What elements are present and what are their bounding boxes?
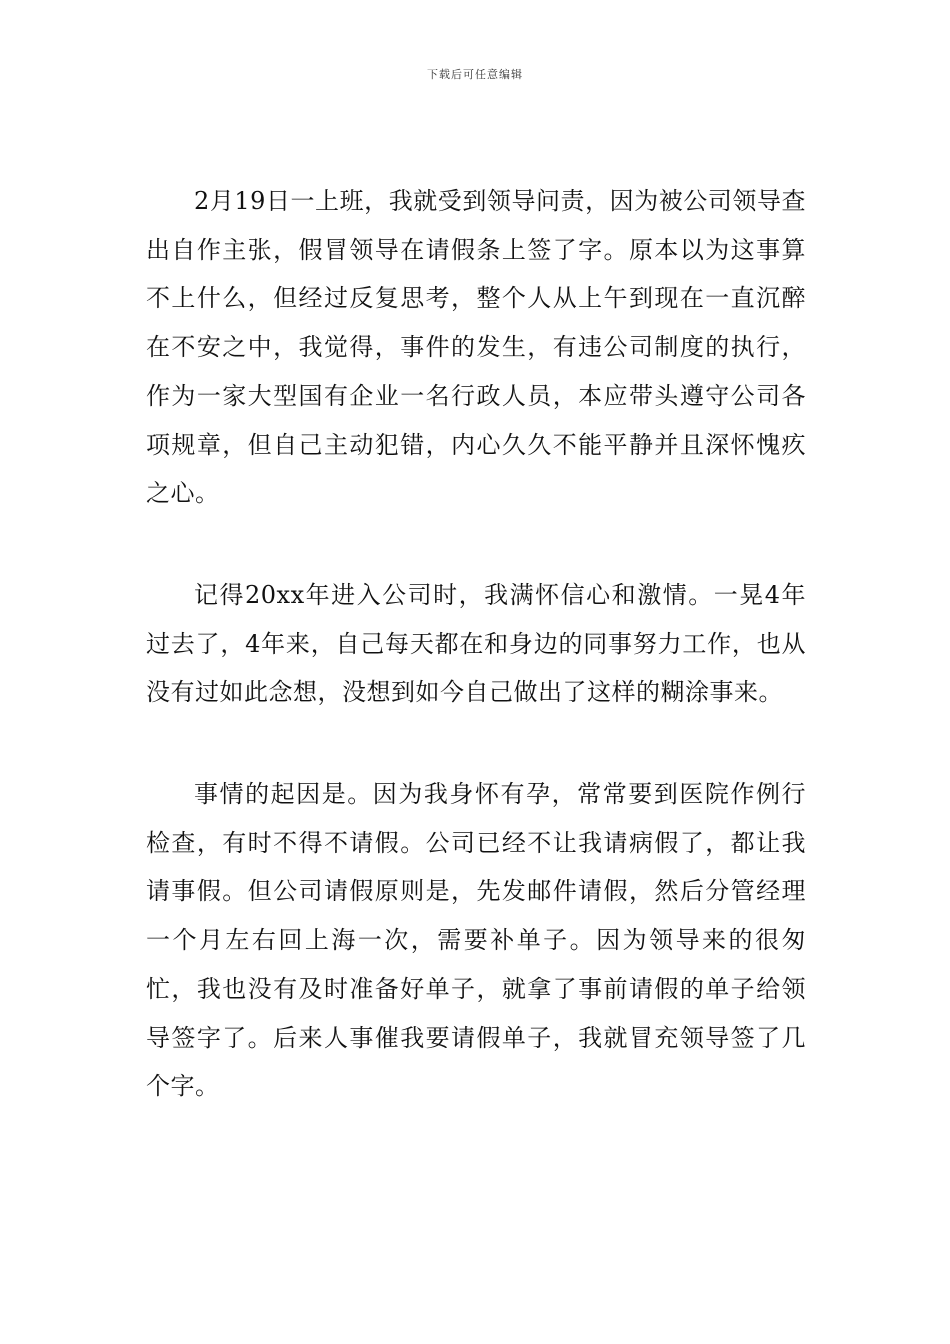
paragraph-3: 事情的起因是。因为我身怀有孕，常常要到医院作例行检查，有时不得不请假。公司已经不让我请病假了，都让我请事假。但公司请假原则是，先发邮件请假，然后分管经理一个月左右回上海一次，需要补单子。因为领导来的很匆忙，我也没有及时准备好单子，就拿了事前请假的单子给领导签字了。后来人事催我要请假单子，我就冒充领导签了几个字。 <box>146 780 806 1101</box>
paragraph-2: 记得20xx年进入公司时，我满怀信心和激情。一晃4年过去了，4年来，自己每天都在和身边的同事努力工作，也从没有过如此念想，没想到如今自己做出了这样的糊涂事来。 <box>146 580 806 707</box>
header-note: 下载后可任意编辑 <box>427 68 523 81</box>
document-body <box>146 177 806 1164</box>
paragraph-1: 2月19日一上班，我就受到领导问责，因为被公司领导查出自作主张，假冒领导在请假条上签了字。原本以为这事算不上什么，但经过反复思考，整个人从上午到现在一直沉醉在不安之中，我觉得，事件的发生，有违公司制度的执行，作为一家大型国有企业一名行政人员，本应带头遵守公司各项规章，但自己主动犯错，内心久久不能平静并且深怀愧疚之心。 <box>146 187 806 508</box>
